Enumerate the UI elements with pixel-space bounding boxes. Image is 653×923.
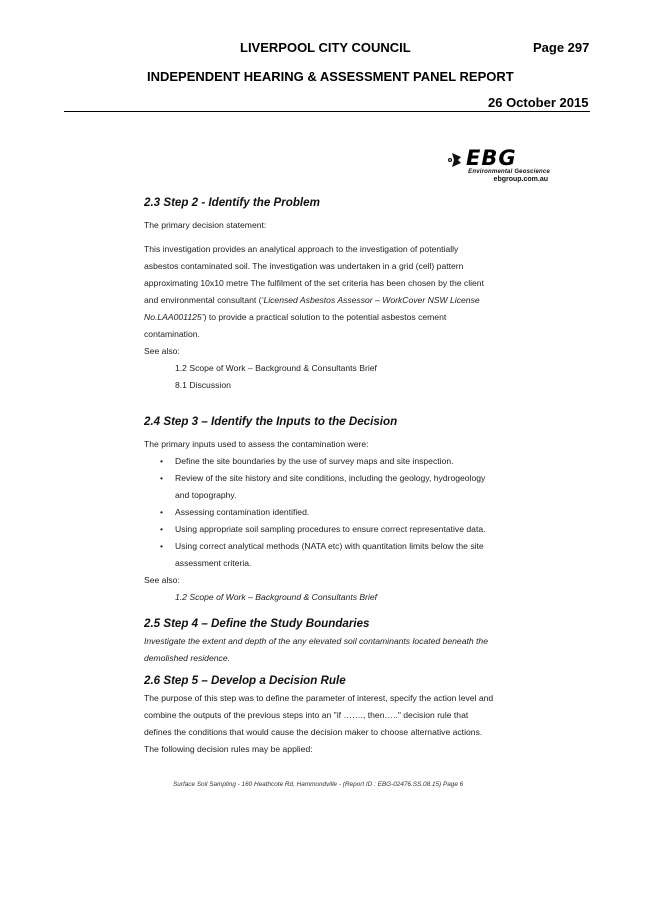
paragraph-line: Investigate the extent and depth of the any elevated soil contaminants located beneath the [144,636,488,646]
paragraph-line: defines the conditions that would cause the decision maker to choose alternative actions. [144,727,483,737]
logo-wordmark: EBG [466,146,517,170]
paragraph-line: The purpose of this step was to define the parameter of interest, specify the action level and [144,693,494,703]
paragraph-line-text: ) to provide a practical solution to the potential asbestos cement [203,312,447,322]
paragraph-line-text: and environmental consultant ( [144,295,262,305]
paragraph-line: contamination. [144,329,200,339]
license-number: No.LAA001125’ [144,312,204,322]
section-heading-2-5: 2.5 Step 4 – Define the Study Boundaries [144,617,370,630]
section-intro: The primary inputs used to assess the contamination were: [144,439,369,449]
list-item-text: and topography. [175,490,237,500]
paragraph-line: asbestos contaminated soil. The investigation was undertaken in a grid (cell) pattern [144,261,464,271]
section-heading-2-6: 2.6 Step 5 – Develop a Decision Rule [144,674,346,687]
paragraph-line [144,292,534,309]
section-intro: The primary decision statement: [144,220,267,230]
reference-item: 1.2 Scope of Work – Background & Consultants Brief [175,363,377,373]
inputs-list [144,453,534,572]
license-citation: ‘Licensed Asbestos Assessor – WorkCover NSW License [261,295,480,305]
paragraph-line: approximating 10x10 metre The fulfilment of the set criteria has been chosen by the client [144,278,484,288]
list-item-text: Using appropriate soil sampling procedures to ensure correct representative data. [175,524,486,534]
page-footer: Surface Soil Sampling - 160 Heathcote Rd, Hammondville - (Report ID : EBG-02476.SS.08.15) Page 6 [173,781,464,788]
list-item-text: Define the site boundaries by the use of survey maps and site inspection. [175,456,454,466]
list-item [144,470,534,487]
report-date: 26 October 2015 [488,95,589,110]
header-divider [64,111,590,112]
list-item [144,453,534,470]
bullet-icon: • [160,456,164,466]
see-also-label: See also: [144,575,180,585]
paragraph-line [144,309,534,326]
report-title: INDEPENDENT HEARING & ASSESSMENT PANEL REPORT [147,69,514,84]
bullet-icon: • [160,473,164,483]
document-body [144,196,534,758]
list-item-continuation [144,555,534,572]
list-item-text: Using correct analytical methods (NATA etc) with quantitation limits below the site [175,541,484,551]
paragraph-line: combine the outputs of the previous steps into an "if ……., then….." decision rule that [144,710,469,720]
paragraph-line: The following decision rules may be applied: [144,744,313,754]
logo-subtitle: Environmental Geoscience [468,169,550,175]
page-number: Page 297 [533,40,590,55]
list-item [144,521,534,538]
list-item-text: Assessing contamination identified. [175,507,310,517]
bullet-icon: • [160,507,164,517]
paragraph-line: demolished residence. [144,653,230,663]
logo-website: ebgroup.com.au [493,176,548,183]
reference-item: 1.2 Scope of Work – Background & Consultants Brief [175,592,378,602]
list-item-continuation [144,487,534,504]
section-heading-2-3: 2.3 Step 2 - Identify the Problem [144,196,320,209]
ebg-logo [446,146,550,184]
paragraph-line: This investigation provides an analytical approach to the investigation of potentially [144,244,459,254]
bullet-icon: • [160,524,164,534]
list-item-text: Review of the site history and site conditions, including the geology, hydrogeology [175,473,486,483]
reference-item: 8.1 Discussion [175,380,231,390]
list-item [144,538,534,555]
see-also-label: See also: [144,346,180,356]
council-name: LIVERPOOL CITY COUNCIL [240,40,411,55]
bullet-icon: • [160,541,164,551]
list-item [144,504,534,521]
section-heading-2-4: 2.4 Step 3 – Identify the Inputs to the Decision [144,415,398,428]
list-item-text: assessment criteria. [175,558,252,568]
